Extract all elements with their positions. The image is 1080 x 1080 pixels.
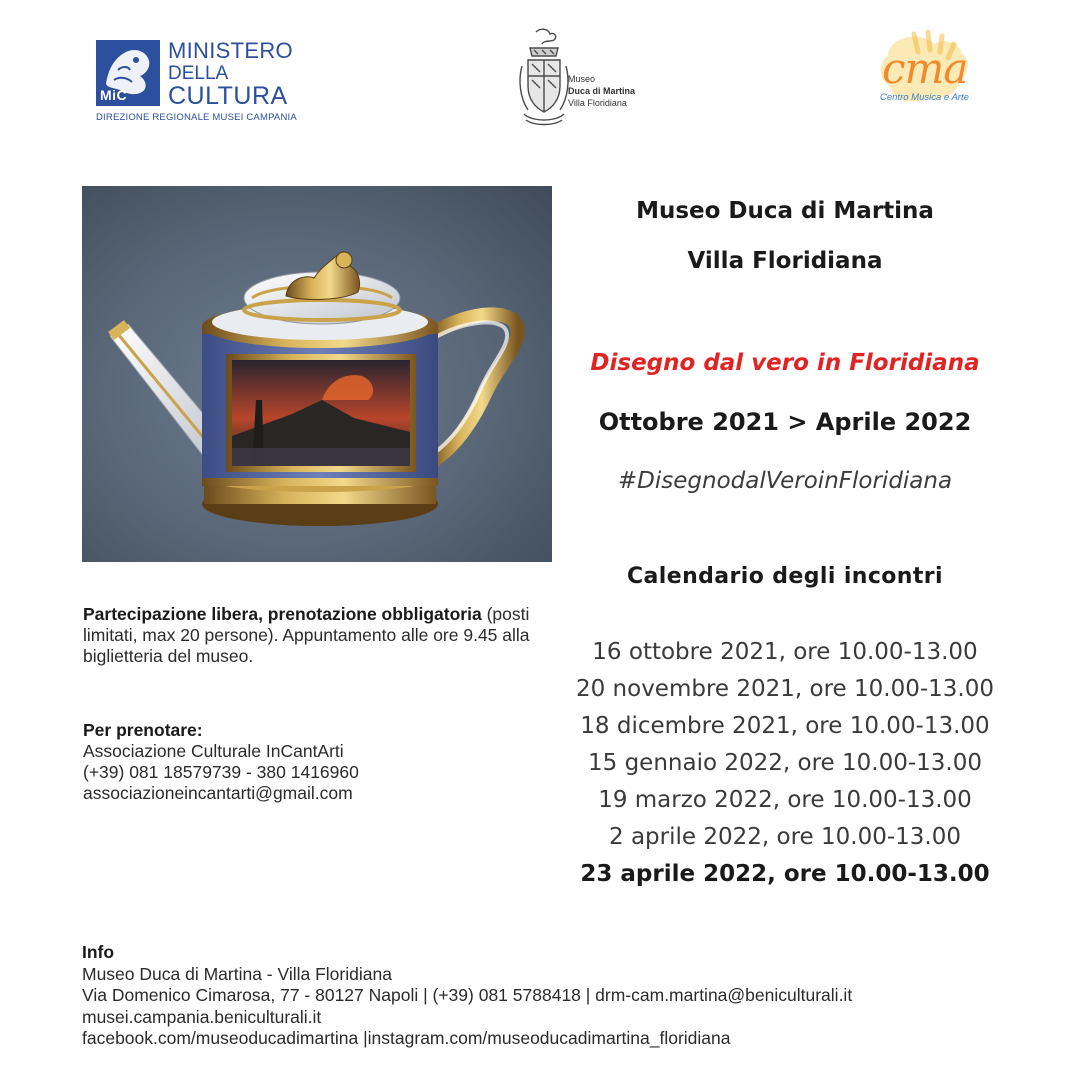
footer-address-contacts: Via Domenico Cimarosa, 77 - 80127 Napoli | (+39) 081 5788418 | drm-cam.martina@beniculturali.it <box>82 985 853 1005</box>
mic-logo <box>96 40 316 126</box>
mic-line-3: CULTURA <box>168 82 288 110</box>
museum-name: Museo Duca di Martina <box>636 198 934 224</box>
footer-website[interactable]: musei.campania.beniculturali.it <box>82 1006 322 1027</box>
museo-logo-line-1: Museo <box>568 74 596 84</box>
museo-logo-line-3: Villa Floridiana <box>568 98 627 108</box>
cma-wordmark: cma <box>882 44 968 93</box>
footer-museum: Museo Duca di Martina - Villa Floridiana <box>82 963 392 984</box>
teapot-image <box>82 186 552 562</box>
calendar-date: 15 gennaio 2022, ore 10.00-13.00 <box>588 750 982 776</box>
calendar-date: 19 marzo 2022, ore 10.00-13.00 <box>598 787 972 813</box>
mic-line-2: DELLA <box>168 63 229 84</box>
mic-subtitle: DIREZIONE REGIONALE MUSEI CAMPANIA <box>96 112 297 123</box>
booking-organization: Associazione Culturale InCantArti <box>83 741 344 761</box>
booking-info <box>83 720 533 804</box>
calendar-date: 20 novembre 2021, ore 10.00-13.00 <box>575 676 995 702</box>
event-title: Disegno dal vero in Floridiana <box>590 350 980 376</box>
booking-email[interactable]: associazioneincantarti@gmail.com <box>83 783 353 803</box>
footer-social-links[interactable]: facebook.com/museoducadimartina |instagram.com/museoducadimartina_floridiana <box>82 1028 731 1048</box>
museo-logo <box>516 26 666 130</box>
teapot-photo <box>82 186 552 562</box>
info-label: Info <box>82 942 115 962</box>
villa-name: Villa Floridiana <box>687 248 883 274</box>
booking-label: Per prenotare: <box>83 720 203 740</box>
calendar-date: 16 ottobre 2021, ore 10.00-13.00 <box>592 639 978 665</box>
calendar-dates-list <box>540 634 1030 893</box>
participation-bold: Partecipazione libera, prenotazione obbligatoria <box>83 604 482 624</box>
booking-phones: (+39) 081 18579739 - 380 1416960 <box>83 762 359 782</box>
museo-logo-line-2: Duca di Martina <box>568 86 636 96</box>
event-period: Ottobre 2021 > Aprile 2022 <box>598 408 972 436</box>
coat-of-arms-icon <box>516 26 572 130</box>
cma-subtitle: Centro Musica e Arte <box>880 92 969 103</box>
participation-info <box>83 604 533 667</box>
cma-logo <box>870 30 990 116</box>
event-hashtag: #DisegnodalVeroinFloridiana <box>617 468 953 494</box>
calendar-heading: Calendario degli incontri <box>627 564 943 589</box>
calendar-date: 2 aprile 2022, ore 10.00-13.00 <box>609 824 961 850</box>
mic-line-1: MINISTERO <box>168 38 293 63</box>
footer-info <box>82 942 1042 1050</box>
calendar-date: 18 dicembre 2021, ore 10.00-13.00 <box>580 713 990 739</box>
participation-details: (posti limitati, max 20 persone). Appuntamento alle ore 9.45 alla biglietteria del museo. <box>83 604 530 666</box>
mic-emblem <box>96 40 160 106</box>
calendar-date-final: 23 aprile 2022, ore 10.00-13.00 <box>580 861 990 887</box>
mic-letters: MiC <box>100 87 128 103</box>
